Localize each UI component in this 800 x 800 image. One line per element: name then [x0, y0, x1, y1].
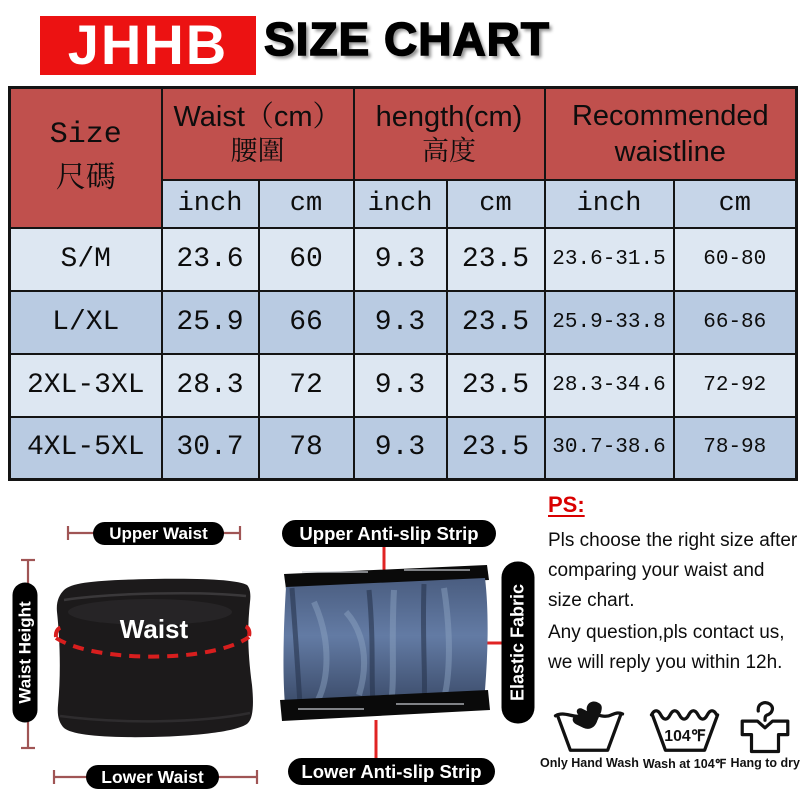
waist-height-label: Waist Height — [13, 583, 38, 723]
hang-dry-icon — [734, 700, 796, 754]
wash-temp-icon — [645, 700, 725, 754]
recommended-group-header-cell — [545, 88, 797, 180]
waist-header-en: Waist（cm） — [173, 100, 342, 133]
value-cell: 30.7 — [162, 417, 259, 480]
size-chart-table — [8, 86, 798, 481]
size-header-cell — [10, 88, 162, 228]
size-cell: 2XL-3XL — [10, 354, 162, 417]
hand-wash-icon — [549, 700, 629, 754]
unit-cell: inch — [354, 180, 447, 228]
care-item-hang-dry — [731, 700, 800, 771]
care-label: Hang to dry — [730, 756, 800, 770]
value-cell: 28.3 — [162, 354, 259, 417]
care-label: Wash at 104℉ — [642, 757, 727, 771]
value-cell: 72 — [259, 354, 354, 417]
care-label: Only Hand Wash — [540, 756, 639, 770]
note-line: size chart. — [548, 590, 635, 611]
size-cell: 4XL-5XL — [10, 417, 162, 480]
value-cell: 23.5 — [447, 291, 545, 354]
value-cell: 23.5 — [447, 354, 545, 417]
height-header-en: hength(cm) — [375, 100, 523, 133]
value-cell: 25.9-33.8 — [545, 291, 674, 354]
ps-note-section — [540, 490, 800, 800]
value-cell: 9.3 — [354, 417, 447, 480]
value-cell: 9.3 — [354, 291, 447, 354]
unit-cell: cm — [259, 180, 354, 228]
inside-measure-diagram — [272, 490, 544, 800]
value-cell: 66 — [259, 291, 354, 354]
front-measure-diagram — [0, 490, 275, 800]
value-cell: 78-98 — [674, 417, 797, 480]
value-cell: 9.3 — [354, 354, 447, 417]
value-cell: 23.5 — [447, 417, 545, 480]
waist-group-header-cell — [162, 88, 354, 180]
value-cell: 78 — [259, 417, 354, 480]
size-cell: S/M — [10, 228, 162, 291]
note-line: Pls choose the right size after — [548, 530, 798, 551]
ps-heading: PS: — [548, 492, 585, 517]
waist-label: Waist — [119, 614, 189, 644]
unit-cell: cm — [674, 180, 797, 228]
value-cell: 60-80 — [674, 228, 797, 291]
note-line: comparing your waist and — [548, 560, 765, 581]
care-item-hand-wash — [540, 700, 639, 771]
recommended-header-line1: Recommended — [571, 99, 769, 132]
size-header-en: Size — [49, 117, 122, 152]
value-cell: 30.7-38.6 — [545, 417, 674, 480]
height-group-header-cell — [354, 88, 545, 180]
table-row — [10, 354, 797, 417]
table-row — [10, 228, 797, 291]
value-cell: 23.6-31.5 — [545, 228, 674, 291]
value-cell: 23.6 — [162, 228, 259, 291]
upper-waist-label: Upper Waist — [93, 522, 224, 545]
size-header-zh: 尺碼 — [55, 162, 116, 197]
page-title: SIZE CHART — [264, 13, 550, 65]
value-cell: 25.9 — [162, 291, 259, 354]
upper-antislip-label: Upper Anti-slip Strip — [282, 520, 496, 547]
value-cell: 23.5 — [447, 228, 545, 291]
table-row — [10, 417, 797, 480]
wash-temp-value: 104℉ — [663, 727, 706, 745]
note-line: Any question,pls contact us, — [548, 622, 785, 643]
size-cell: L/XL — [10, 291, 162, 354]
table-row — [10, 291, 797, 354]
waist-header-zh: 腰圍 — [230, 136, 285, 166]
value-cell: 9.3 — [354, 228, 447, 291]
value-cell: 28.3-34.6 — [545, 354, 674, 417]
care-instructions — [540, 700, 800, 771]
elastic-fabric-label: Elastic Fabric — [502, 562, 535, 724]
height-header-zh: 高度 — [422, 136, 476, 166]
unit-cell: cm — [447, 180, 545, 228]
elastic-fabric-area — [283, 578, 487, 707]
value-cell: 60 — [259, 228, 354, 291]
note-line: we will reply you within 12h. — [548, 652, 783, 673]
lower-antislip-label: Lower Anti-slip Strip — [288, 758, 495, 785]
unit-cell: inch — [162, 180, 259, 228]
brand-logo: JHHB — [40, 16, 256, 75]
care-item-wash-temp — [643, 700, 727, 771]
unit-cell: inch — [545, 180, 674, 228]
value-cell: 66-86 — [674, 291, 797, 354]
recommended-header-line2: waistline — [614, 135, 726, 168]
value-cell: 72-92 — [674, 354, 797, 417]
lower-waist-label: Lower Waist — [86, 765, 219, 789]
